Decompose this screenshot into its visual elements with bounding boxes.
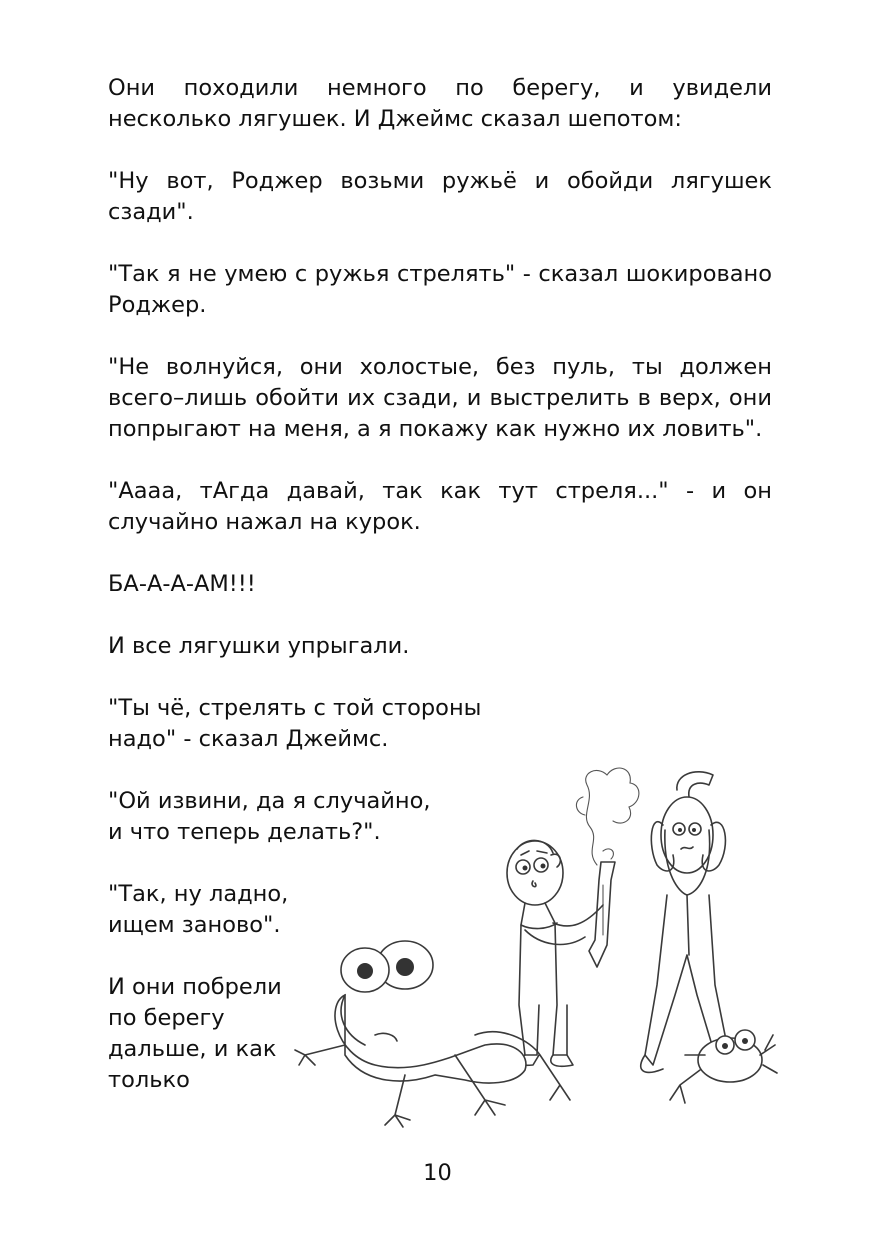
paragraph-2: "Ну вот, Роджер возьми ружьё и обойди лягушек сзади". — [108, 168, 772, 225]
man-figure — [641, 772, 740, 1073]
paragraph-8: "Ты чё, стрелять с той стороны надо" - сказал Джеймс. — [108, 695, 482, 752]
paragraph-10: "Так, ну ладно, ищем заново". — [108, 881, 289, 938]
paragraph-7: И все лягушки упрыгали. — [108, 633, 410, 659]
paragraph-4: "Не волнуйся, они холостые, без пуль, ты должен всего–лишь обойти их сзади, и выстрелить в верх, они попрыгают на меня, а я покажу как нужно их ловить". — [108, 354, 772, 442]
illustration-svg — [285, 755, 780, 1140]
big-frog-icon — [295, 941, 570, 1127]
paragraph-6: БА-А-А-АМ!!! — [108, 571, 256, 597]
paragraph-3: "Так я не умею с ружья стрелять" - сказал шокировано Роджер. — [108, 261, 772, 318]
boy-figure — [507, 840, 603, 1066]
paragraph-1: Они походили немного по берегу, и увидели несколько лягушек. И Джеймс сказал шепотом: — [108, 75, 772, 132]
page-number: 10 — [423, 1160, 452, 1186]
paragraph-5: "Аааа, тАгда давай, так как тут стреля..." - и он случайно нажал на курок. — [108, 478, 772, 535]
smoke-icon — [576, 768, 638, 865]
small-frog-icon — [670, 1030, 777, 1103]
paragraph-9: "Ой извини, да я случайно, и что теперь делать?". — [108, 788, 431, 845]
paragraph-11: И они побрели по берегу дальше, и как только — [108, 974, 282, 1093]
sketch-illustration — [285, 755, 780, 1140]
